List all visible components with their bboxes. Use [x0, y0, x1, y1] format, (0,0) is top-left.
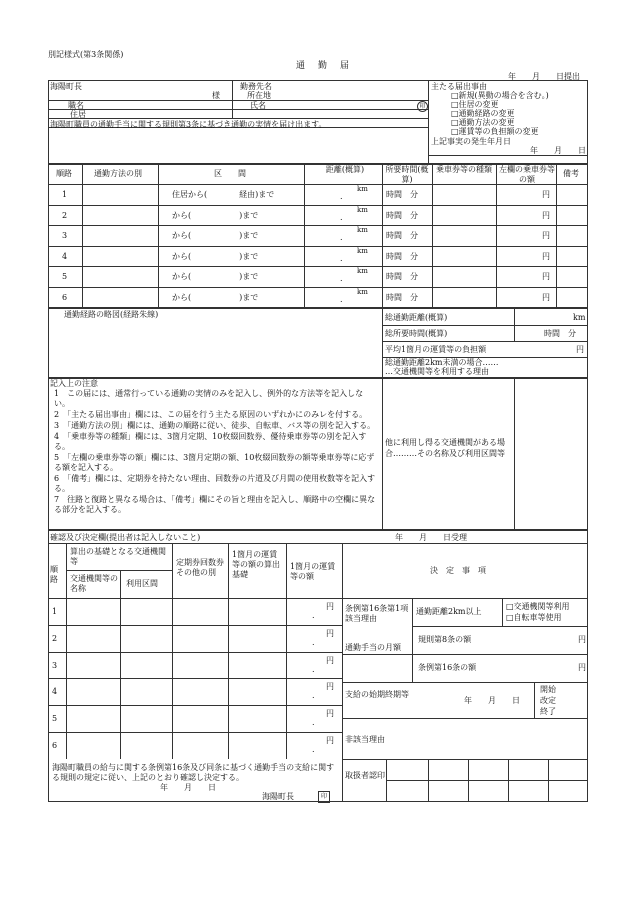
occur-date: 年 月 日 — [530, 146, 586, 155]
form-title: 別記様式(第3条関係) — [48, 50, 124, 59]
note-item: 7 往路と復路と異なる場合は、「備考」欄にその旨と理由を記入し、順路中の空欄に異なる部分を記入する。 — [54, 495, 376, 514]
c-section-header: 利用区間 — [126, 579, 158, 588]
rule8-label: 規則第8条の額 — [418, 635, 472, 644]
start-date-label: 支給の始期終期等 — [345, 690, 409, 699]
route-row-dot: . — [340, 192, 343, 201]
route-row-dot: . — [340, 253, 343, 263]
total-distance-label: 総通勤距離(概算) — [385, 313, 448, 322]
note-item: 6 「備考」欄には、定期券を持たない理由、回数券の片道及び月間の使用枚数等を記入する。 — [54, 474, 376, 493]
reason-method[interactable]: □通勤方法の変更 — [451, 118, 515, 127]
route-row-dot: . — [340, 295, 343, 304]
route-row-time: 時間 分 — [386, 190, 418, 199]
under2km-line1: 総通勤距離2km未満の場合…… — [385, 358, 499, 367]
route-row-dot: . — [340, 274, 343, 284]
address-label: 住居 — [70, 110, 86, 119]
kind-revise: 改定 — [540, 696, 556, 705]
route-row-yen: 円 — [542, 231, 550, 241]
art16-label: 条例第16条の額 — [418, 663, 477, 672]
route-row-dot: . — [340, 212, 343, 222]
route-row-section: から( )まで — [172, 293, 259, 302]
col-ticket-amount: 左欄の乗車券等の額 — [499, 165, 555, 184]
route-row-km: km — [357, 205, 368, 214]
route-row-section: 住居から( 経由)まで — [172, 190, 275, 199]
footer-text: 海陽町職員の給与に関する条例第16条及び同条に基づく通勤手当の支給に関する規則の規定に従い、上記のとおり確認し決定する。 — [52, 763, 335, 782]
kind-start: 開始 — [540, 685, 556, 694]
reason-route[interactable]: □通勤経路の変更 — [451, 109, 515, 118]
note-item: 4 「乗車券等の種類」欄には、3箇月定期、10枚綴回数券、優待乗車券等の別を記入する。 — [54, 432, 367, 451]
confirm-row-dot: . — [312, 611, 315, 620]
note-item: 5 「左欄の乗車券等の額」欄には、3箇月定期の額、10枚綴回数券の額等乗車券等に応ずる額を記入する。 — [54, 453, 375, 472]
route-row-yen: 円 — [542, 251, 550, 261]
route-row-yen: 円 — [542, 210, 550, 220]
declaration: 海陽町職員の通勤手当に関する規則第3条に基づき通勤の実情を届け出ます。 — [50, 120, 327, 129]
confirm-row-no: 3 — [52, 660, 58, 670]
route-row-no: 6 — [62, 293, 68, 302]
other-transport-label: 他に利用し得る交通機関がある場合………その名称及び利用区間等 — [385, 438, 505, 458]
reason-cost[interactable]: □運賃等の負担額の変更 — [451, 127, 539, 136]
route-row-dot: . — [340, 233, 343, 243]
handler-label: 取扱者認印 — [345, 771, 385, 780]
route-map-label: 通勤経路の略図(経路朱線) — [64, 310, 159, 319]
route-row-no: 5 — [62, 272, 68, 282]
opt-transport[interactable]: □交通機関等利用 — [506, 602, 570, 611]
note-item: 2 「主たる届出事由」欄には、この届を行う主たる原因のいずれかにのみレを付する。 — [54, 410, 368, 419]
art16-yen: 円 — [578, 663, 586, 672]
location-label: 所在地 — [247, 91, 271, 100]
confirm-row-yen: 円 — [326, 655, 334, 665]
route-row-km: km — [357, 246, 368, 255]
route-row-time: 時間 分 — [386, 272, 418, 282]
route-row-time: 時間 分 — [386, 293, 418, 302]
col-no: 順路 — [56, 169, 72, 178]
c-decision-header: 決 定 事 項 — [430, 566, 486, 575]
route-row-km: km — [357, 226, 368, 235]
col-time: 所要時間(概算) — [385, 165, 429, 184]
col-section: 区 間 — [214, 169, 246, 178]
col-distance: 距離(概算) — [325, 165, 365, 174]
dept-label: 勤務先名 — [240, 82, 272, 91]
route-row-time: 時間 分 — [386, 231, 418, 241]
doc-title: 通 勤 届 — [296, 61, 352, 71]
reasons-title: 主たる届出事由 — [431, 82, 487, 91]
confirm-row-no: 2 — [52, 633, 58, 643]
c-type-header: 定期券回数券その他の別 — [176, 558, 224, 577]
not-applicable-label: 非該当理由 — [345, 735, 385, 744]
occur-label: 上記事実の発生年月日 — [431, 137, 511, 146]
confirm-date: 年 月 日受理 — [395, 533, 467, 542]
footer-mayor: 海陽町長 — [262, 792, 294, 801]
confirm-row-dot: . — [312, 718, 315, 728]
route-row-section: から( )まで — [172, 210, 259, 220]
confirm-row-no: 5 — [52, 714, 58, 724]
confirm-row-yen: 円 — [326, 736, 334, 745]
note-item: 1 この届には、通常行っている通勤の実情のみを記入し、例外的な方法等を記入しない。 — [54, 389, 364, 408]
route-row-yen: 円 — [542, 293, 550, 302]
route-row-km: km — [357, 267, 368, 276]
route-row-km: km — [357, 288, 368, 296]
confirm-row-dot: . — [312, 664, 315, 674]
route-row-section: から( )まで — [172, 231, 259, 241]
confirm-row-yen: 円 — [326, 682, 334, 692]
monthly-cost-label: 平均1箇月の運賃等の負担額 — [385, 345, 487, 354]
route-row-section: から( )まで — [172, 272, 259, 282]
confirm-row-dot: . — [312, 637, 315, 647]
c-basis-header: 算出の基礎となる交通機関等 — [70, 547, 166, 566]
confirm-row-yen: 円 — [326, 709, 334, 719]
monthly-cost-unit: 円 — [576, 345, 584, 354]
route-row-yen: 円 — [542, 272, 550, 282]
c-one-month-header: 1箇月の運賃等の額の算出基礎 — [232, 550, 280, 579]
name-label: 氏名 — [250, 101, 266, 110]
rule8-yen: 円 — [578, 635, 586, 644]
col-method: 通勤方法の別 — [94, 169, 142, 178]
route-row-no: 1 — [62, 190, 68, 199]
route-row-time: 時間 分 — [386, 251, 418, 261]
notes-title: 記入上の注意 — [50, 379, 98, 388]
footer-date: 年 月 日 — [160, 783, 216, 792]
notes-list — [54, 389, 378, 516]
total-distance-unit: km — [573, 313, 586, 322]
total-time-unit: 時間 分 — [544, 329, 576, 338]
col-ticket-type: 乗車券等の種類 — [436, 165, 492, 174]
confirm-row-no: 6 — [52, 741, 58, 750]
confirm-row-yen: 円 — [326, 602, 334, 611]
mayor-seal-icon: 印 — [318, 791, 330, 803]
art16-1-label: 条例第16条第1項該当理由 — [345, 604, 409, 623]
route-row-no: 2 — [62, 210, 68, 220]
monthly-allowance-label: 通勤手当の月額 — [345, 643, 401, 652]
seal-icon: 印 — [417, 101, 428, 112]
sama-label: 様 — [212, 91, 220, 100]
c-no-header: 順路 — [50, 565, 58, 584]
route-row-no: 3 — [62, 231, 68, 241]
c-name-header: 交通機関等の名称 — [70, 574, 118, 593]
reason-address[interactable]: □住居の変更 — [451, 100, 499, 109]
confirm-row-no: 1 — [52, 607, 58, 616]
col-note: 備考 — [563, 169, 579, 178]
route-row-no: 4 — [62, 251, 68, 261]
kind-end: 終了 — [540, 707, 556, 716]
note-item: 3 「通勤方法の別」欄には、通勤の順路に従い、徒歩、自転車、バス等の別を記入する。 — [54, 421, 376, 430]
confirm-row-yen: 円 — [326, 628, 334, 638]
start-ymd: 年 月 日 — [464, 696, 520, 705]
dist2km-label: 通勤距離2km以上 — [416, 607, 482, 616]
total-time-label: 総所要時間(概算) — [385, 329, 448, 338]
confirm-title: 確認及び決定欄(提出者は記入しないこと) — [50, 533, 201, 542]
route-row-km: km — [357, 185, 368, 193]
confirm-row-no: 4 — [52, 687, 58, 697]
submit-date: 年 月 日提出 — [508, 72, 580, 81]
under2km-line2: …交通機関等を利用する理由 — [385, 367, 489, 376]
position-label: 職名 — [68, 101, 84, 110]
route-row-yen: 円 — [542, 190, 550, 199]
c-amount-header: 1箇月の運賃等の額 — [290, 562, 336, 581]
confirm-row-dot: . — [312, 745, 315, 754]
addressee: 海陽町長 — [50, 82, 82, 91]
route-row-section: から( )まで — [172, 251, 259, 261]
route-row-time: 時間 分 — [386, 210, 418, 220]
confirm-row-dot: . — [312, 691, 315, 701]
reason-new[interactable]: □新規(異動の場合を含む。) — [451, 91, 549, 100]
opt-bicycle[interactable]: □自転車等使用 — [506, 613, 562, 622]
